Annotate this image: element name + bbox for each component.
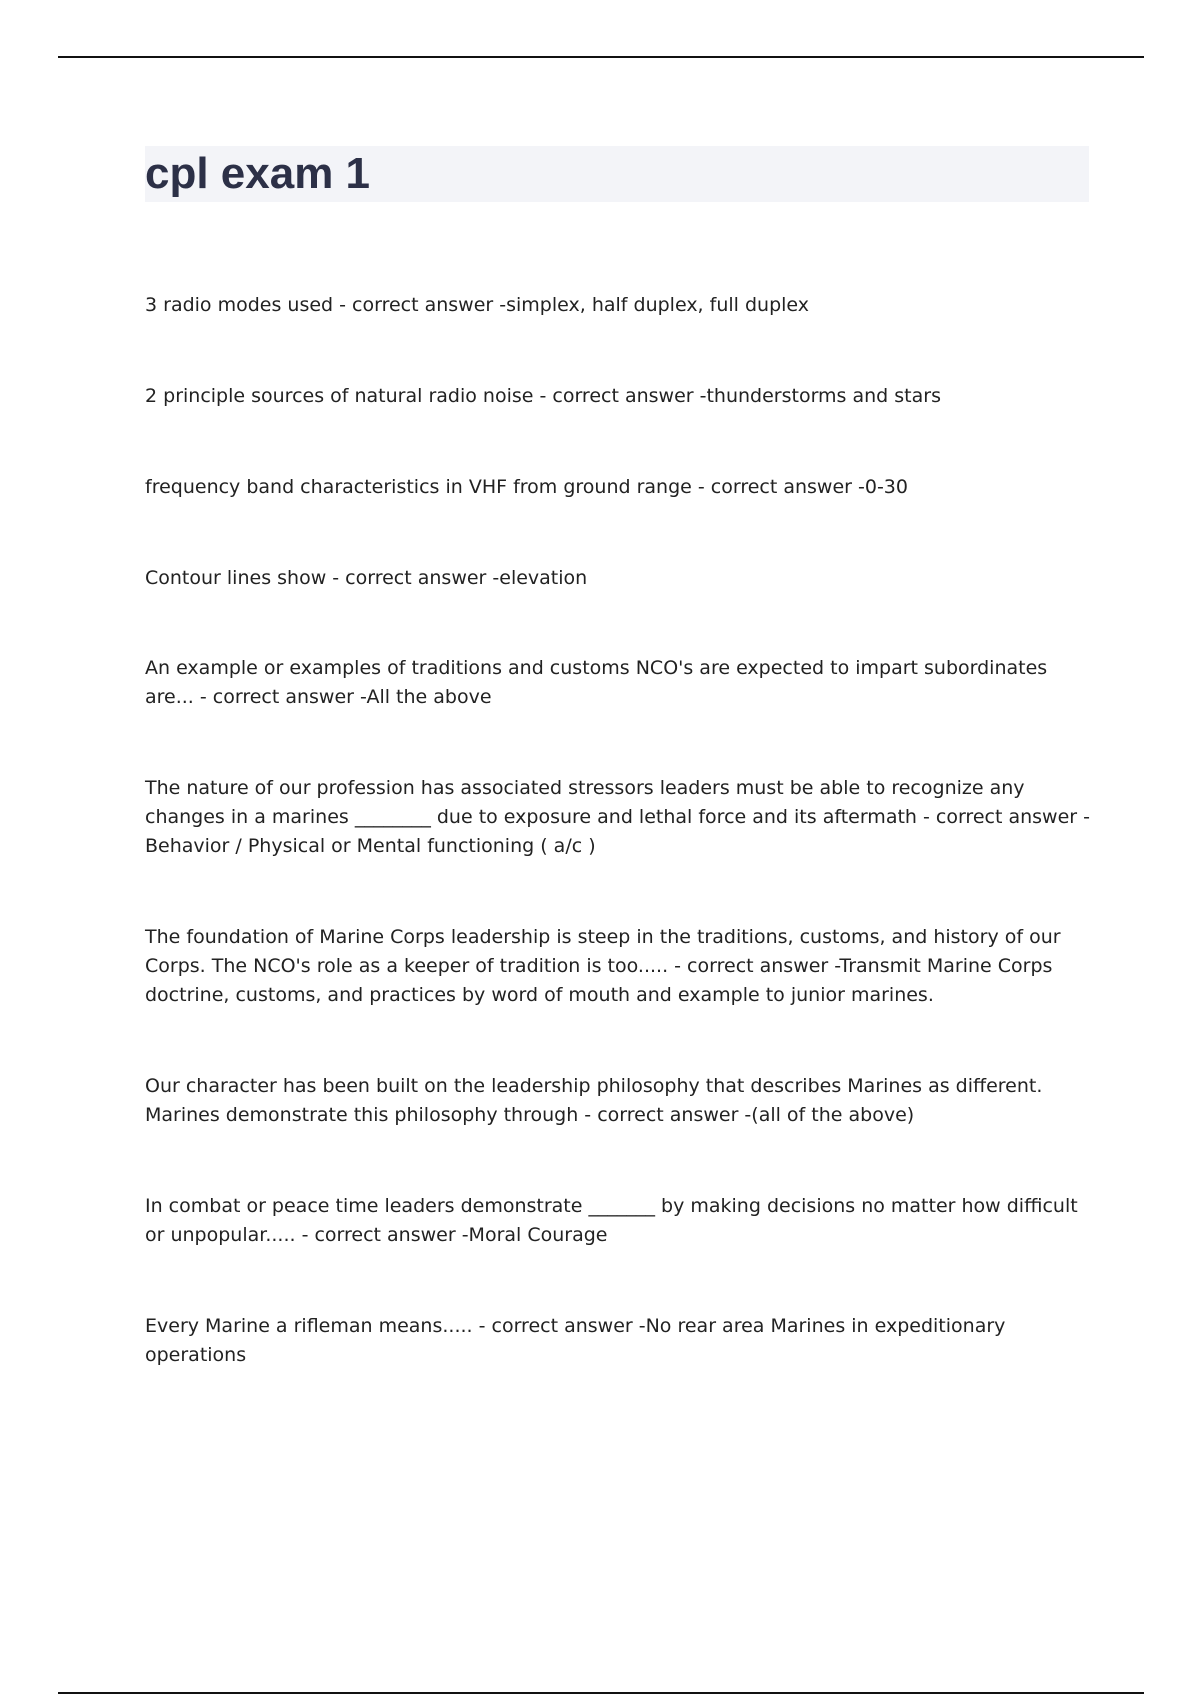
qa-item-7: The foundation of Marine Corps leadership is steep in the traditions, customs, and history of our Corps. The NCO's role as a keeper of tradition is too..... - correct answer -Transmit Marine Corps doctrine, customs, and practices by word of mouth and example to junior marines. (145, 926, 1061, 1006)
qa-item-1: 3 radio modes used - correct answer -simplex, half duplex, full duplex (145, 294, 810, 316)
qa-item-10: Every Marine a rifleman means..... - correct answer -No rear area Marines in expeditionary operations (145, 1315, 1006, 1366)
bottom-rule (58, 1692, 1144, 1694)
qa-item-5: An example or examples of traditions and customs NCO's are expected to impart subordinates are... - correct answer -All the above (145, 657, 1048, 708)
qa-item-2: 2 principle sources of natural radio noise - correct answer -thunderstorms and stars (145, 385, 941, 407)
qa-item-4: Contour lines show - correct answer -elevation (145, 567, 588, 589)
qa-item-8: Our character has been built on the leadership philosophy that describes Marines as different. Marines demonstrate this philosophy through - correct answer -(all of the above) (145, 1075, 1043, 1126)
top-rule (58, 56, 1144, 58)
title-bar (145, 146, 1089, 202)
page-title: cpl exam 1 (145, 149, 371, 198)
qa-item-3: frequency band characteristics in VHF from ground range - correct answer -0-30 (145, 476, 908, 498)
qa-item-9: In combat or peace time leaders demonstrate _______ by making decisions no matter how difficult or unpopular..... - correct answer -Moral Courage (145, 1195, 1078, 1246)
qa-item-6: The nature of our profession has associated stressors leaders must be able to recognize any changes in a marines ________ due to exposure and lethal force and its aftermath - correct answer -Behavior / Physical or Mental functioning ( a/c ) (145, 777, 1090, 857)
